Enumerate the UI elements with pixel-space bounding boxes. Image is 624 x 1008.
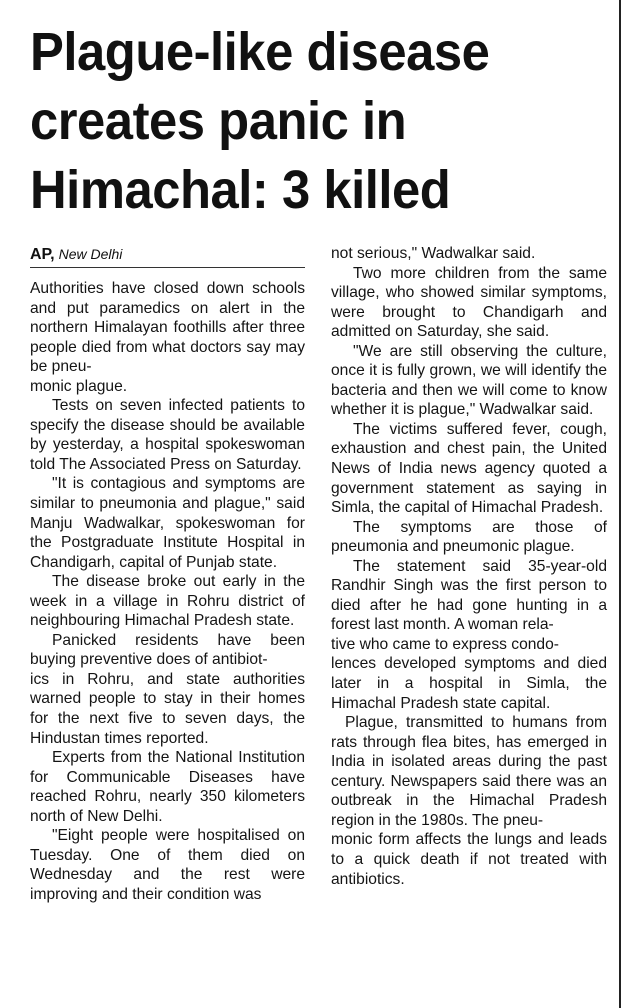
byline-agency: AP, (30, 246, 55, 263)
byline-location: New Delhi (58, 246, 123, 262)
paragraph: Experts from the National Institution for Communicable Diseases have reached Rohru, nearly 350 kilometers north of New Delhi. (30, 749, 305, 825)
article-column-right (331, 244, 607, 889)
paragraph: Authorities have closed down schools and put paramedics on alert in the northern Himalayan foothills after three people died from what doctors say may be pneu- monic plague. (30, 280, 305, 395)
byline (30, 244, 305, 268)
paragraph: Panicked residents have been buying preventive does of antibiot- ics in Rohru, and state authorities warned people to stay in their homes for the next five to seven days, the Hindustan times reported. (30, 631, 305, 747)
paragraph: Plague, transmitted to humans from rats through flea bites, has emerged in India in isolated areas during the past century. Newspapers said there was an outbreak in the Himachal Pradesh region in the 1980s. The pneu- monic form affects the lungs and leads to a quick death if not treated with antibiotics. (331, 714, 607, 888)
headline-line-2: creates panic in (30, 91, 407, 151)
paragraph: "It is contagious and symptoms are similar to pneumonia and plague," said Manju Wadwalkar, spokeswoman for the Postgraduate Institute Hospital in Chandigarh, capital of Punjab state. (30, 475, 305, 571)
column-rule (619, 0, 621, 1008)
paragraph: The victims suffered fever, cough, exhaustion and chest pain, the United News of India news agency quoted a government statement as saying in Simla, the capital of Himachal Pradesh. (331, 420, 607, 517)
headline (30, 18, 575, 225)
paragraph: The disease broke out early in the week in a village in Rohru district of neighbouring Himachal Pradesh state. (30, 573, 305, 630)
headline-line-3: Himachal: 3 killed (30, 160, 451, 220)
paragraph: The symptoms are those of pneumonia and pneumonic plague. (331, 518, 607, 556)
article-column-left (30, 279, 305, 905)
headline-line-1: Plague-like disease (30, 22, 490, 82)
paragraph: Tests on seven infected patients to specify the disease should be available by yesterday, a hospital spokeswoman told The Associated Press on Saturday. (30, 397, 305, 473)
paragraph: not serious," Wadwalkar said. (331, 245, 536, 262)
paragraph: Two more children from the same village, who showed similar symptoms, were brought to Chandigarh and admitted on Saturday, she said. (331, 264, 607, 341)
paragraph: The statement said 35-year-old Randhir Singh was the first person to died after he had gone hunting in a forest last month. A woman rela- tive who came to express condo- lences developed symptoms and died later in a hospital in Simla, the Himachal Pradesh state capital. (331, 557, 607, 712)
paragraph: "Eight people were hospitalised on Tuesday. One of them died on Wednesday and the rest were improving and their condition was (30, 827, 305, 903)
paragraph: "We are still observing the culture, once it is fully grown, we will identify the bacteria and then we will come to know whether it is plague," Wadwalkar said. (331, 342, 607, 419)
